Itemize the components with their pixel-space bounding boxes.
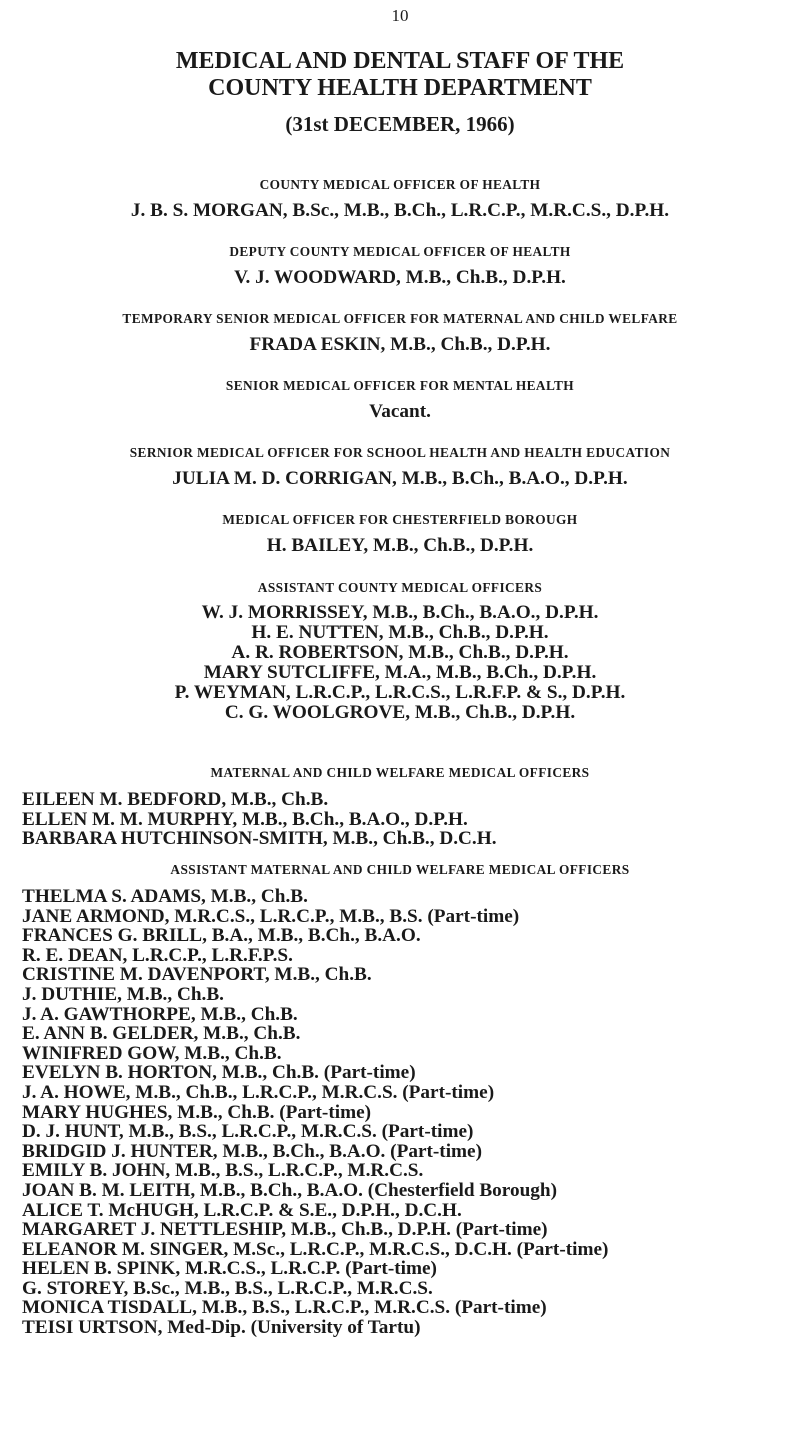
staff-name: MONICA TISDALL, M.B., B.S., L.R.C.P., M.R.C.S. (Part-time) xyxy=(22,1297,547,1319)
staff-name: D. J. HUNT, M.B., B.S., L.R.C.P., M.R.C.S. (Part-time) xyxy=(22,1121,474,1143)
title-line-2: COUNTY HEALTH DEPARTMENT xyxy=(208,75,592,101)
report-date: (31st DECEMBER, 1966) xyxy=(285,112,515,136)
staff-name: EMILY B. JOHN, M.B., B.S., L.R.C.P., M.R.C.S. xyxy=(22,1160,424,1182)
staff-name: JULIA M. D. CORRIGAN, M.B., B.Ch., B.A.O., D.P.H. xyxy=(172,468,628,489)
section-heading: SENIOR MEDICAL OFFICER FOR MENTAL HEALTH xyxy=(225,378,575,393)
staff-name: Vacant. xyxy=(369,401,431,422)
staff-name: HELEN B. SPINK, M.R.C.S., L.R.C.P. (Part-time) xyxy=(22,1258,437,1280)
section-chesterfield xyxy=(0,512,800,557)
section-deputy xyxy=(0,244,800,289)
staff-name: TEISI URTSON, Med-Dip. (University of Tartu) xyxy=(22,1317,421,1339)
section-temp-senior xyxy=(0,311,800,356)
staff-name: ELEANOR M. SINGER, M.Sc., L.R.C.P., M.R.C.S., D.C.H. (Part-time) xyxy=(22,1238,609,1260)
staff-name: R. E. DEAN, L.R.C.P., L.R.F.P.S. xyxy=(22,944,293,966)
section-heading: COUNTY MEDICAL OFFICER OF HEALTH xyxy=(259,177,541,192)
staff-name: THELMA S. ADAMS, M.B., Ch.B. xyxy=(22,886,308,907)
staff-name: WINIFRED GOW, M.B., Ch.B. xyxy=(22,1042,282,1064)
staff-name: FRANCES G. BRILL, B.A., M.B., B.Ch., B.A.O. xyxy=(22,925,421,947)
staff-name: ALICE T. McHUGH, L.R.C.P. & S.E., D.P.H., D.C.H. xyxy=(22,1199,462,1221)
section-heading: ASSISTANT MATERNAL AND CHILD WELFARE MEDICAL OFFICERS xyxy=(170,862,630,877)
staff-name: EILEEN M. BEDFORD, M.B., Ch.B. xyxy=(22,789,329,810)
staff-name: BRIDGID J. HUNTER, M.B., B.Ch., B.A.O. (Part-time) xyxy=(22,1140,483,1162)
section-mental-health xyxy=(0,378,800,423)
staff-name: J. DUTHIE, M.B., Ch.B. xyxy=(22,983,224,1005)
staff-name: MARGARET J. NETTLESHIP, M.B., Ch.B., D.P.H. (Part-time) xyxy=(22,1219,548,1241)
section-heading: ASSISTANT COUNTY MEDICAL OFFICERS xyxy=(257,580,543,595)
page-number: 10 xyxy=(391,6,409,25)
section-mcw-officers xyxy=(0,765,800,849)
staff-name: J. A. HOWE, M.B., Ch.B., L.R.C.P., M.R.C.S. (Part-time) xyxy=(22,1081,495,1103)
page-title xyxy=(0,48,800,102)
staff-name: FRADA ESKIN, M.B., Ch.B., D.P.H. xyxy=(249,334,551,355)
staff-name: C. G. WOOLGROVE, M.B., Ch.B., D.P.H. xyxy=(224,702,576,723)
section-heading: SERNIOR MEDICAL OFFICER FOR SCHOOL HEALTH AND HEALTH EDUCATION xyxy=(129,445,671,460)
staff-name: G. STOREY, B.Sc., M.B., B.S., L.R.C.P., M.R.C.S. xyxy=(22,1277,433,1299)
staff-name: H. E. NUTTEN, M.B., Ch.B., D.P.H. xyxy=(251,622,549,643)
staff-name: E. ANN B. GELDER, M.B., Ch.B. xyxy=(22,1023,301,1045)
staff-name: JOAN B. M. LEITH, M.B., B.Ch., B.A.O. (Chesterfield Borough) xyxy=(22,1179,558,1201)
staff-name: A. R. ROBERTSON, M.B., Ch.B., D.P.H. xyxy=(231,642,569,663)
staff-list xyxy=(0,603,800,723)
section-cmoh xyxy=(0,177,800,222)
staff-name: ELLEN M. M. MURPHY, M.B., B.Ch., B.A.O., D.P.H. xyxy=(22,808,468,830)
staff-name: EVELYN B. HORTON, M.B., Ch.B. (Part-time) xyxy=(22,1062,416,1084)
staff-name: P. WEYMAN, L.R.C.P., L.R.C.S., L.R.F.P. & S., D.P.H. xyxy=(174,682,626,703)
staff-name: CRISTINE M. DAVENPORT, M.B., Ch.B. xyxy=(22,964,372,986)
staff-name: H. BAILEY, M.B., Ch.B., D.P.H. xyxy=(266,535,534,556)
section-assistant-cmo xyxy=(0,580,800,723)
section-heading: MATERNAL AND CHILD WELFARE MEDICAL OFFICERS xyxy=(210,765,590,780)
section-heading: DEPUTY COUNTY MEDICAL OFFICER OF HEALTH xyxy=(229,244,571,259)
staff-name: V. J. WOODWARD, M.B., Ch.B., D.P.H. xyxy=(234,267,566,288)
staff-name: MARY HUGHES, M.B., Ch.B. (Part-time) xyxy=(22,1101,372,1123)
staff-list xyxy=(0,790,800,849)
staff-name: BARBARA HUTCHINSON-SMITH, M.B., Ch.B., D.C.H. xyxy=(22,828,497,850)
section-school-health xyxy=(0,445,800,490)
staff-name: JANE ARMOND, M.R.C.S., L.R.C.P., M.B., B.S. (Part-time) xyxy=(22,905,520,927)
title-line-1: MEDICAL AND DENTAL STAFF OF THE xyxy=(175,48,625,74)
staff-name: W. J. MORRISSEY, M.B., B.Ch., B.A.O., D.P.H. xyxy=(201,602,599,623)
staff-name: J. B. S. MORGAN, B.Sc., M.B., B.Ch., L.R.C.P., M.R.C.S., D.P.H. xyxy=(130,200,670,221)
section-heading: MEDICAL OFFICER FOR CHESTERFIELD BOROUGH xyxy=(222,512,578,527)
staff-name: MARY SUTCLIFFE, M.A., M.B., B.Ch., D.P.H. xyxy=(203,662,597,683)
section-assistant-mcw-officers xyxy=(0,862,800,1338)
staff-list xyxy=(0,887,800,1338)
section-heading: TEMPORARY SENIOR MEDICAL OFFICER FOR MATERNAL AND CHILD WELFARE xyxy=(122,311,678,326)
staff-name: J. A. GAWTHORPE, M.B., Ch.B. xyxy=(22,1003,298,1025)
